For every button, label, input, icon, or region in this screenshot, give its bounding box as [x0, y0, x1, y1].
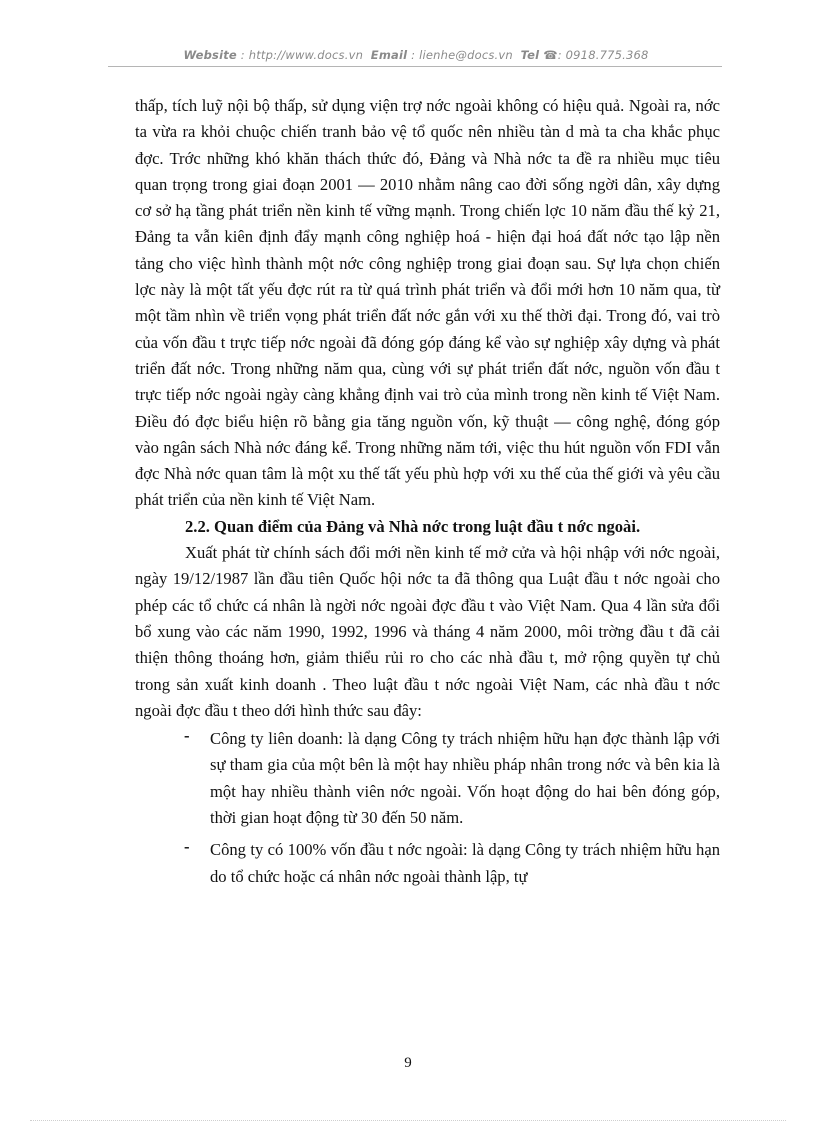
website-label: Website: [183, 48, 237, 62]
form-list: [135, 726, 720, 890]
tel-label: Tel: [520, 48, 540, 62]
list-dash: -: [184, 726, 190, 746]
list-dash: -: [184, 837, 190, 857]
header-divider: [108, 66, 722, 67]
page-header: [110, 48, 722, 62]
body-paragraph-2: Xuất phát từ chính sách đổi mới nền kinh tế mở cửa và hội nhập với nớc ngoài, ngày 19/12/1987 lần đầu tiên Quốc hội nớc ta đã thông qua Luật đầu t nớc ngoài cho phép các tổ chức cá nhân là ngời nớc ngoài đợc đầu t vào Việt Nam. Qua 4 lần sửa đổi bổ xung vào các năm 1990, 1992, 1996 và tháng 4 năm 2000, môi trờng đầu t đã cải thiện thông thoáng hơn, giảm thiểu rủi ro cho các nhà đầu t, mở rộng quyền tự chủ trong sản xuất kinh doanh . Theo luật đầu t nớc ngoài Việt Nam, các nhà đầu t nớc ngoài đợc đầu t theo dới hình thức sau đây:: [135, 543, 720, 720]
section-heading: 2.2. Quan điểm của Đảng và Nhà nớc trong luật đầu t nớc ngoài.: [185, 516, 641, 536]
email-label: Email: [370, 48, 408, 62]
email-value: : lienhe@docs.vn: [411, 48, 513, 62]
tel-value: : 0918.775.368: [557, 48, 649, 62]
list-item: [184, 726, 720, 831]
body-paragraph-1: thấp, tích luỹ nội bộ thấp, sử dụng viện trợ nớc ngoài không có hiệu quả. Ngoài ra, nớc ta vừa ra khỏi chuộc chiến tranh bảo vệ tổ quốc nên nhiều tàn d mà ta cha khắc phục đợc. Trớc những khó khăn thách thức đó, Đảng và Nhà nớc ta đề ra nhiều mục tiêu quan trọng trong giai đoạn 2001 — 2010 nhằm nâng cao đời sống ngời dân, xây dựng cơ sở hạ tầng phát triển nền kinh tế vững mạnh. Trong chiến lợc 10 năm đầu thế kỷ 21, Đảng ta vẫn kiên định đẩy mạnh công nghiệp hoá - hiện đại hoá đất nớc tạo lập nền tảng cho việc hình thành một nớc công nghiệp trong giai đoạn sau. Sự lựa chọn chiến lợc này là một tất yếu đợc rút ra từ quá trình phát triển và đổi mới hơn 10 năm qua, từ một tầm nhìn về triển vọng phát triển đất nớc gắn với xu thế thời đại. Trong đó, vai trò của vốn đầu t trực tiếp nớc ngoài đã đóng góp đáng kể vào sự nghiệp xây dựng và phát triển đất nớc. Trong những năm qua, cùng với sự phát triển đất nớc, nguồn vốn đầu t trực tiếp nớc ngoài ngày càng khẳng định vai trò của mình trong nền kinh tế Việt Nam. Điều đó đợc biểu hiện rõ bằng gia tăng nguồn vốn, kỹ thuật — công nghệ, đóng góp vào ngân sách Nhà nớc đáng kể. Trong những năm tới, việc thu hút nguồn vốn FDI vẫn đợc Nhà nớc quan tâm là một xu thế tất yếu phù hợp với xu thế của thế giới và yêu cầu phát triển của nền kinh tế Việt Nam.: [135, 96, 720, 510]
phone-icon: ☎: [543, 48, 558, 62]
page-number: 9: [404, 1055, 412, 1071]
list-item-text: Công ty có 100% vốn đầu t nớc ngoài: là dạng Công ty trách nhiệm hữu hạn do tổ chức hoặc cá nhân nớc ngoài thành lập, tự: [210, 840, 720, 886]
document-body: [135, 93, 720, 896]
list-item: [184, 837, 720, 890]
list-item-text: Công ty liên doanh: là dạng Công ty trách nhiệm hữu hạn đợc thành lập với sự tham gia của một bên là một hay nhiều pháp nhân trong nớc và bên kia là một hay nhiều thành viên nớc ngoài. Vốn hoạt động do hai bên đóng góp, thời gian hoạt động từ 30 đến 50 năm.: [210, 729, 720, 828]
website-value: : http://www.docs.vn: [240, 48, 364, 62]
bottom-divider: [30, 1120, 786, 1121]
